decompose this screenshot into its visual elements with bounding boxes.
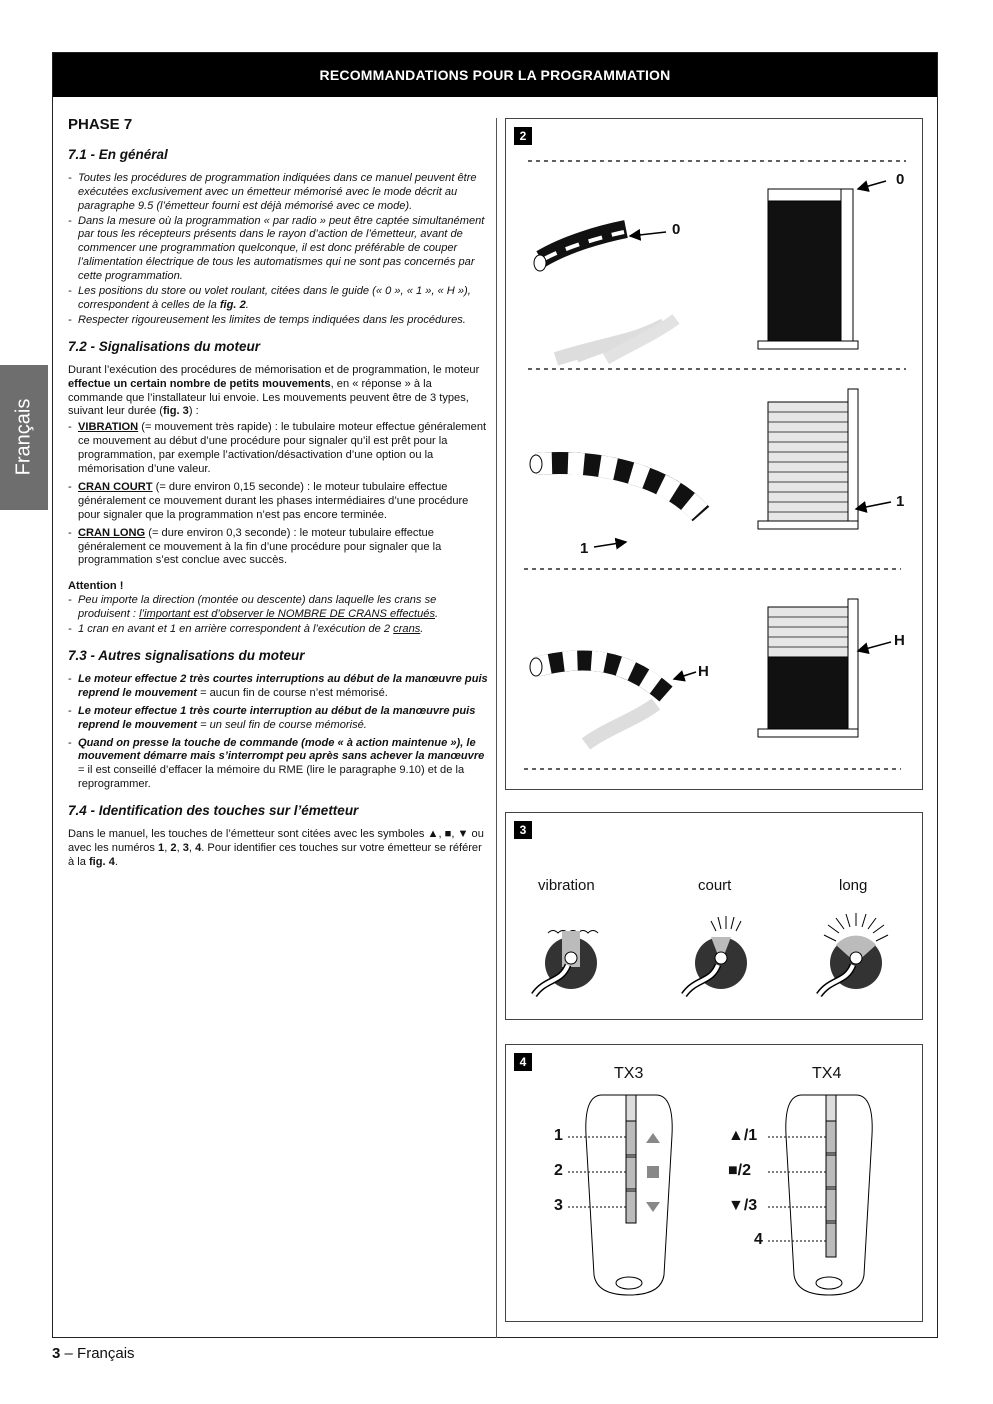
figure-number: 4 [514,1053,532,1071]
page-number: 3 [52,1345,61,1362]
list-item: - Quand on presse la touche de commande (mode « à action maintenue »), le mouvement démarre mais s’interrompt peu après sans achever la manœuvre = il est conseillé d’effacer la mémoire du RME (lire le paragraphe 9.10) et de la reprogrammer. [68,737,488,793]
tx4-key-2-label: ■/2 [728,1162,752,1179]
tx4-key-1-label: ▲/1 [728,1127,758,1144]
figure-3 [505,812,923,1020]
list-item: - CRAN COURT (= dure environ 0,15 seconde) : le moteur tubulaire effectue généralement ce mouvement durant les phases intermédiaires d’une procédure pour signaler que la programmation n’est pas encore terminée. [68,481,488,523]
figure-4 [505,1044,923,1322]
page-header: RECOMMANDATIONS POUR LA PROGRAMMATION [53,53,937,97]
list-item: - VIBRATION (= mouvement très rapide) : le tubulaire moteur effectue généralement ce mouvement au début d’une procédure pour signaler qu’il est prêt pour la programmation, par exemple l’activation/désactivation d’une option ou la mémorisation d’une valeur. [68,421,488,477]
side-tab-label: Français [12,398,35,476]
section-7-3-list [68,673,488,792]
label-store-1: 1 [580,540,589,557]
text-column [68,118,488,872]
motor-vibration-icon [534,931,598,996]
tx3-key-2-label: 2 [554,1162,563,1179]
section-7-1-list [68,172,488,328]
fig-reference: fig. 2 [219,298,246,311]
column-divider [496,118,497,1338]
list-item: - CRAN LONG (= dure environ 0,3 seconde) : le moteur tubulaire effectue généralement ce mouvement à la fin d’une procédure pour signaler que la programmation s’est conclue avec succès. [68,527,488,569]
list-item: - Toutes les procédures de programmation indiquées dans ce manuel peuvent être exécutées exclusivement avec un émetteur mémorisé avec le mode décrit au paragraphe 9.5 (l’émetteur fourni est déjà mémorisé avec ce mode). [68,172,488,214]
list-item: - Le moteur effectue 2 très courtes interruptions au début de la manœuvre puis reprend le mouvement = aucun fin de course n’est mémorisé. [68,673,488,701]
label-long: long [839,877,868,894]
window-shutter-closed [758,389,858,529]
language-side-tab [0,365,48,510]
tx3-key-1-label: 1 [554,1127,563,1144]
label-window-1: 1 [896,493,905,510]
motor-icons [506,813,924,1021]
window-closed [758,189,858,349]
section-7-1-title: 7.1 - En général [68,146,168,162]
list-item: - Respecter rigoureusement les limites de temps indiquées dans les procédures. [68,314,488,328]
awning-extended [530,455,701,514]
section-7-2-intro: Durant l’exécution des procédures de mémorisation et de programmation, le moteur effectue un certain nombre de petits mouvements, en « réponse » à la commande que l’installateur lui envoie. Les mouvements peuvent être de 3 types, suivant leur durée (fig. 3) : [68,363,480,418]
figure-2-drawing [506,119,924,791]
tx4-key-3-label: ▼/3 [728,1197,758,1214]
awning-retracted [534,229,676,359]
label-store-0: 0 [672,221,681,238]
list-item: - Le moteur effectue 1 très courte interruption au début de la manœuvre puis reprend le mouvement = un seul fin de course mémorisé. [68,705,488,733]
tx3-key-3-label: 3 [554,1197,563,1214]
page-footer: 3 – Français [52,1345,135,1362]
label-window-h: H [894,632,905,649]
tx4-key-4-label: 4 [754,1231,763,1248]
tx3-title: TX3 [614,1065,644,1082]
section-7-4-title: 7.4 - Identification des touches sur l’émetteur [68,803,359,819]
figure-number: 3 [514,821,532,839]
label-store-h: H [698,663,709,680]
window-shutter-mid [758,599,858,737]
list-item: - 1 cran en avant et 1 en arrière correspondent à l’exécution de 2 crans. [68,623,488,637]
label-vibration: vibration [538,877,595,894]
list-item: - Dans la mesure où la programmation « par radio » peut être captée simultanément par tous les récepteurs présents dans le rayon d’action de l’émetteur, avant de commencer une programmation quelconque, il est donc préférable de couper l’alimentation électrique de tous les automatismes qui ne sont pas concernés par cette programmation. [68,215,488,285]
section-7-4-text: Dans le manuel, les touches de l’émetteur sont citées avec les symboles ▲, ■, ▼ ou avec les numéros 1, 2, 3, 4. Pour identifier ces touches sur votre émetteur se référer à la fig. 4. [68,828,484,868]
footer-language: Français [77,1345,135,1362]
tx4-remote-icon [768,1095,872,1295]
label-court: court [698,877,732,894]
figure-2 [505,118,923,790]
tx3-remote-icon [568,1095,672,1295]
section-7-2-list [68,421,488,568]
list-item: - Peu importe la direction (montée ou descente) dans laquelle les crans se produisent : l’important est d’observer le NOMBRE DE CRANS effectués. [68,594,488,622]
motor-court-icon [684,916,747,995]
section-7-2-title: 7.2 - Signalisations du moteur [68,338,261,354]
phase-title: PHASE 7 [68,116,133,133]
awning-mid [530,658,666,744]
attention-list [68,594,488,637]
section-7-3-title: 7.3 - Autres signalisations du moteur [68,648,305,663]
remote-drawings [506,1045,924,1323]
label-window-0: 0 [896,171,905,188]
list-item: - Les positions du store ou volet roulant, citées dans le guide (« 0 », « 1 », « H »), correspondent à celles de la fig. 2. [68,285,488,313]
motor-long-icon [819,913,888,995]
tx4-title: TX4 [812,1065,842,1082]
figure-number: 2 [514,127,532,145]
attention-label: Attention ! [68,580,124,593]
